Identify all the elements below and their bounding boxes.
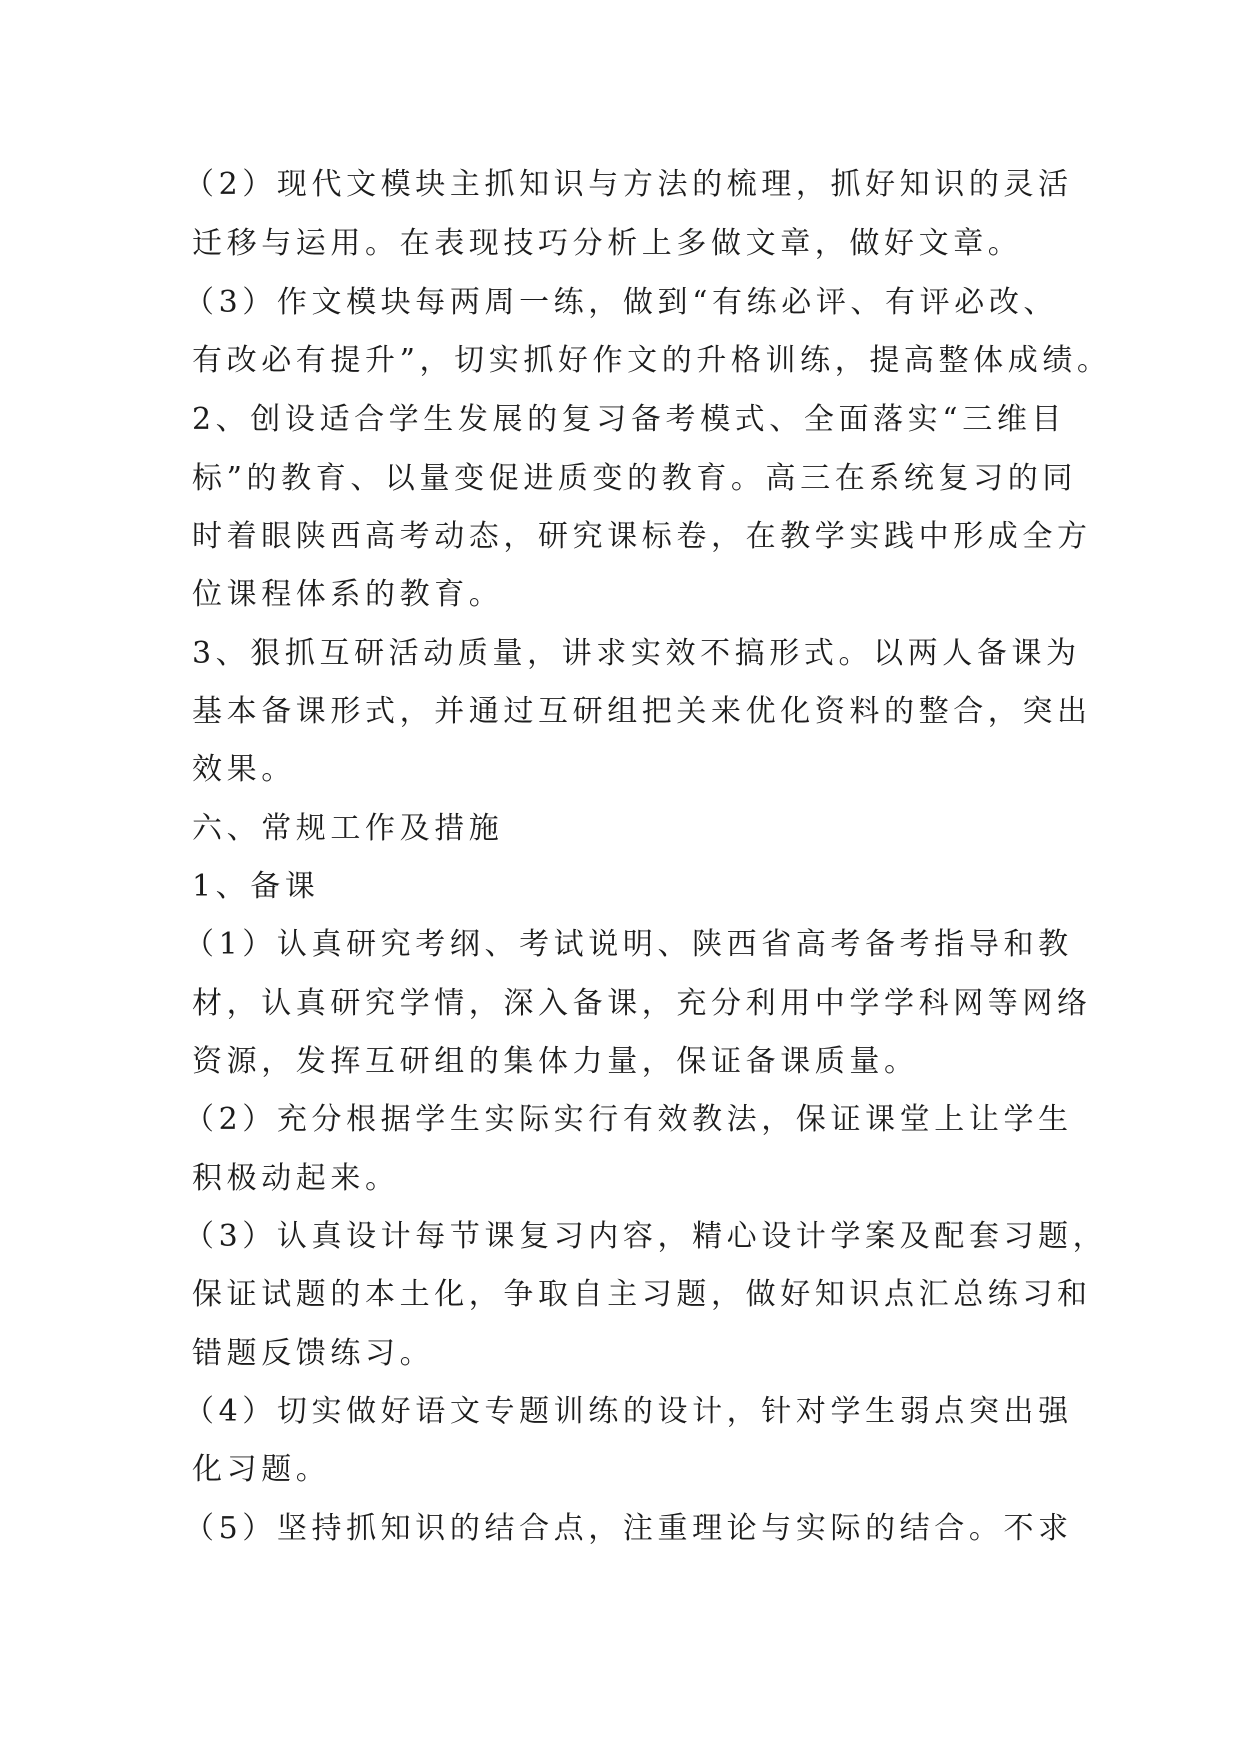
text-line: 效果。 — [192, 752, 296, 787]
section-heading: 六、常规工作及措施 — [192, 811, 504, 846]
text-line: 2、创设适合学生发展的复习备考模式、全面落实“三维目 — [192, 402, 1067, 437]
text-line: 标”的教育、以量变促进质变的教育。高三在系统复习的同 — [192, 461, 1077, 496]
text-line: 积极动起来。 — [192, 1161, 400, 1196]
text-line: （3）认真设计每节课复习内容，精心设计学案及配套习题， — [184, 1219, 1108, 1254]
subsection-heading: 1、备课 — [192, 869, 320, 904]
text-line: 错题反馈练习。 — [192, 1336, 435, 1371]
text-line: 材，认真研究学情，深入备课，充分利用中学学科网等网络 — [192, 986, 1092, 1021]
text-line: （5）坚持抓知识的结合点，注重理论与实际的结合。不求 — [184, 1511, 1073, 1546]
text-line: （2）充分根据学生实际实行有效教法，保证课堂上让学生 — [184, 1102, 1073, 1137]
text-line: 有改必有提升”，切实抓好作文的升格训练，提高整体成绩。 — [192, 343, 1112, 378]
text-line: 位课程体系的教育。 — [192, 577, 504, 612]
text-line: 化习题。 — [192, 1452, 331, 1487]
text-line: （1）认真研究考纲、考试说明、陕西省高考备考指导和教 — [184, 927, 1073, 962]
text-line: 资源，发挥互研组的集体力量，保证备课质量。 — [192, 1044, 919, 1079]
text-line: （3）作文模块每两周一练，做到“有练必评、有评必改、 — [184, 285, 1059, 320]
text-line: 迁移与运用。在表现技巧分析上多做文章，做好文章。 — [192, 226, 1023, 261]
text-line: （2）现代文模块主抓知识与方法的梳理，抓好知识的灵活 — [184, 167, 1073, 202]
text-line: 3、狠抓互研活动质量，讲求实效不搞形式。以两人备课为 — [192, 636, 1081, 671]
text-line: 基本备课形式，并通过互研组把关来优化资料的整合，突出 — [192, 694, 1092, 729]
text-line: 保证试题的本土化，争取自主习题，做好知识点汇总练习和 — [192, 1277, 1092, 1312]
text-line: （4）切实做好语文专题训练的设计，针对学生弱点突出强 — [184, 1394, 1073, 1429]
text-line: 时着眼陕西高考动态，研究课标卷，在教学实践中形成全方 — [192, 519, 1092, 554]
